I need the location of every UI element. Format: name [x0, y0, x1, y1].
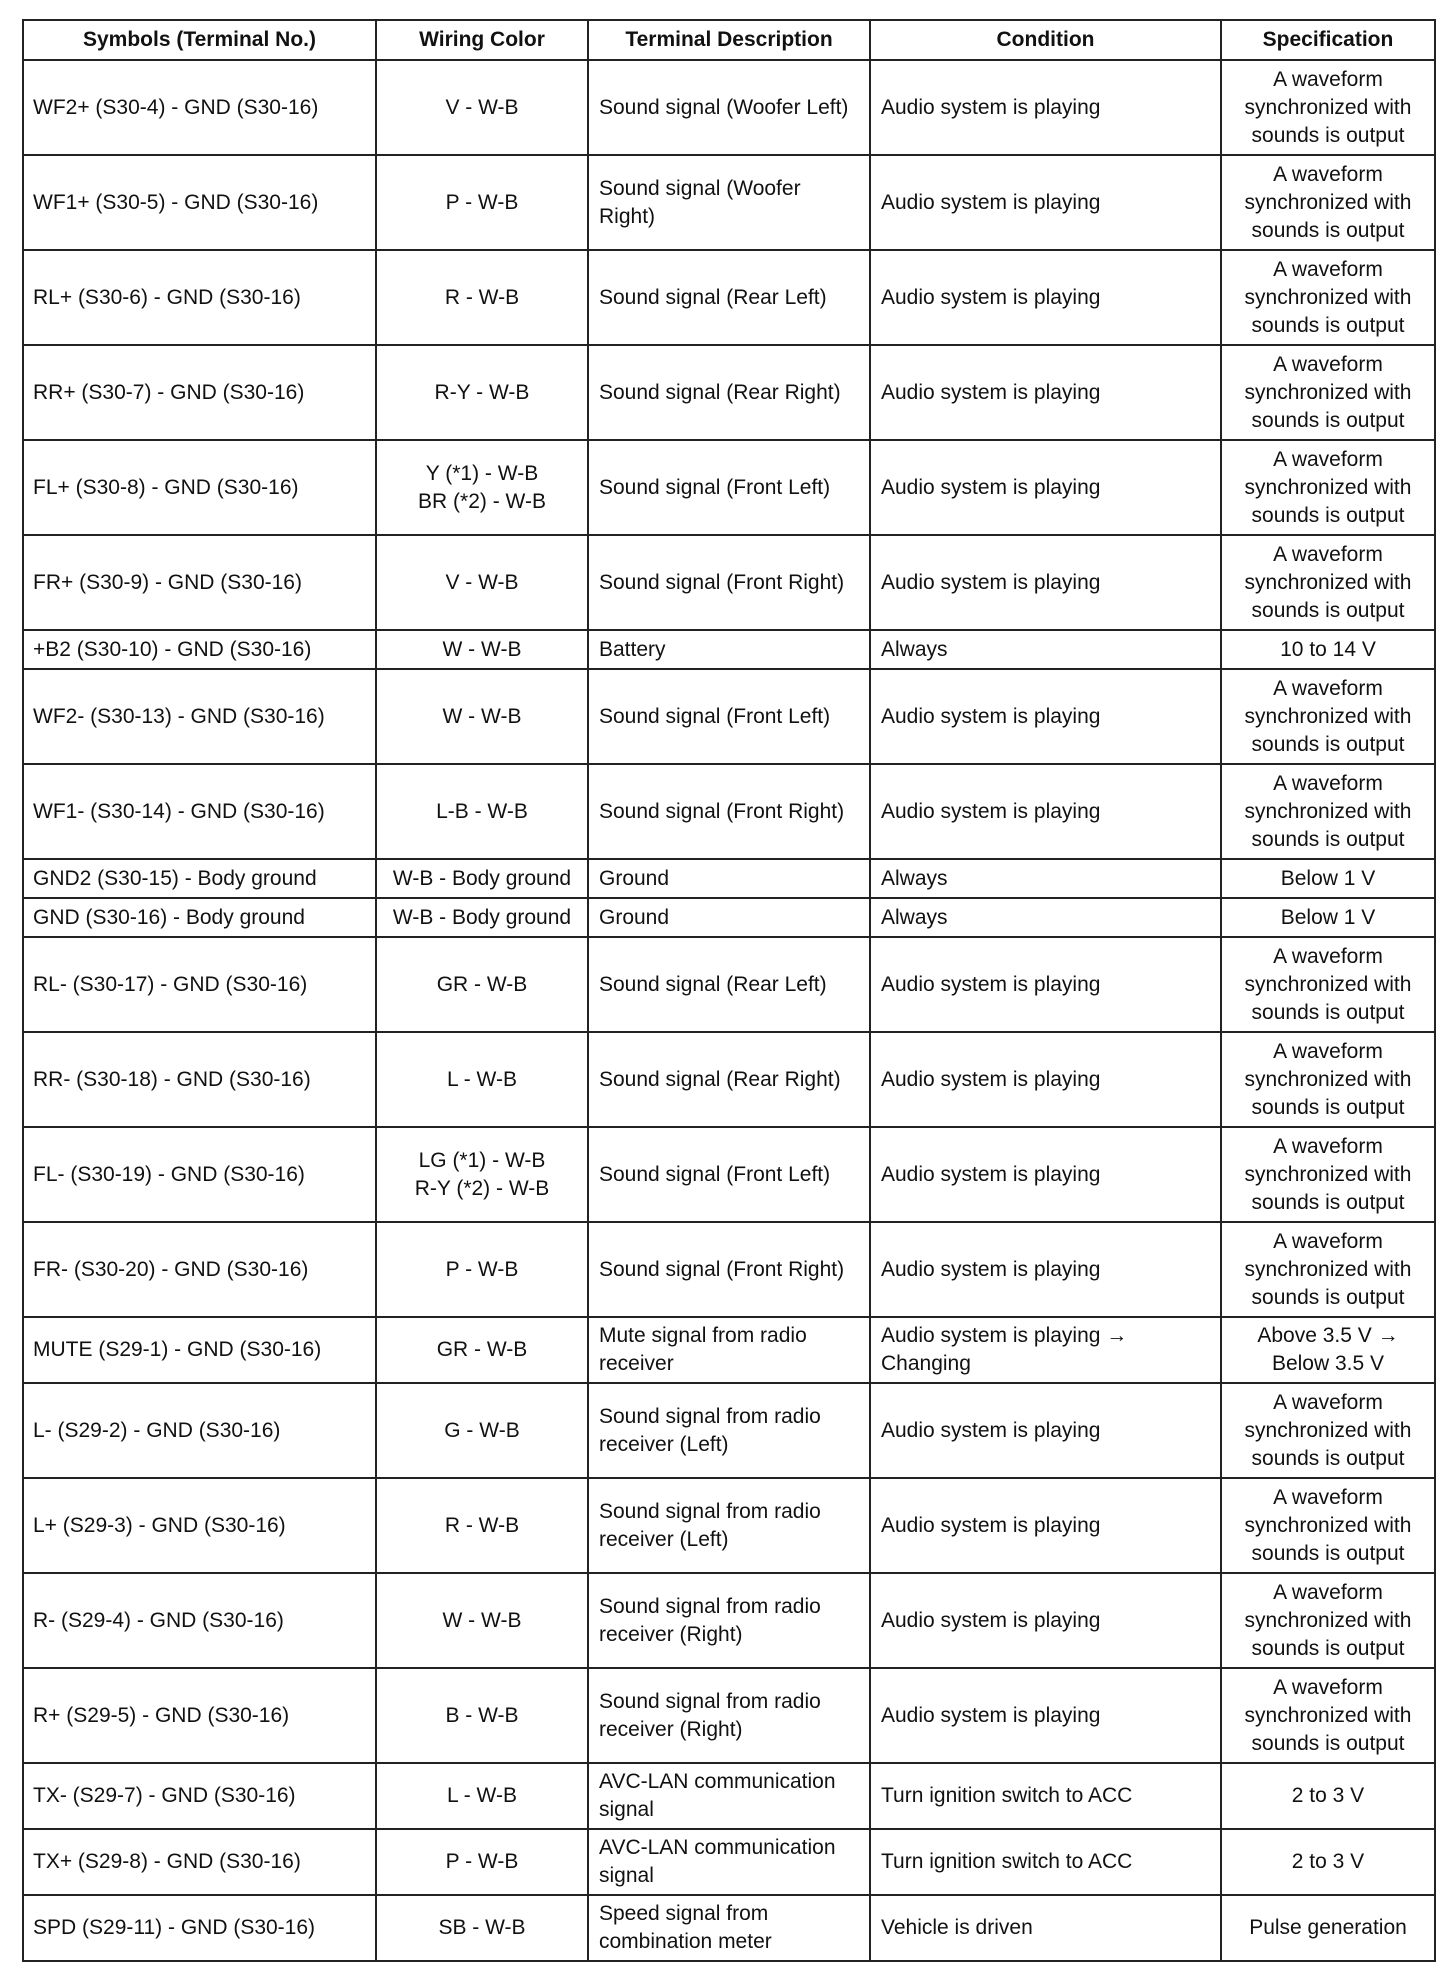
cell-wiring-color: V - W-B — [376, 535, 588, 630]
terminal-specification-table — [22, 19, 1436, 1962]
cell-symbol: TX- (S29-7) - GND (S30-16) — [23, 1763, 376, 1829]
cell-symbol: R- (S29-4) - GND (S30-16) — [23, 1573, 376, 1668]
cell-condition: Audio system is playing — [870, 1668, 1221, 1763]
table-row — [23, 1127, 1435, 1222]
cell-symbol: L+ (S29-3) - GND (S30-16) — [23, 1478, 376, 1573]
cell-specification: A waveform synchronized with sounds is output — [1221, 1573, 1435, 1668]
cell-terminal-description: Sound signal (Woofer Right) — [588, 155, 870, 250]
cell-wiring-color: Y (*1) - W-B BR (*2) - W-B — [376, 440, 588, 535]
table-row — [23, 535, 1435, 630]
cell-wiring-color: P - W-B — [376, 1222, 588, 1317]
cell-wiring-color: W - W-B — [376, 630, 588, 669]
cell-condition: Audio system is playing — [870, 1573, 1221, 1668]
column-header-wiring-color: Wiring Color — [376, 20, 588, 60]
cell-terminal-description: Sound signal (Front Left) — [588, 440, 870, 535]
cell-condition: Audio system is playing — [870, 937, 1221, 1032]
cell-symbol: RL- (S30-17) - GND (S30-16) — [23, 937, 376, 1032]
cell-terminal-description: Sound signal (Front Left) — [588, 1127, 870, 1222]
cell-specification: Below 1 V — [1221, 898, 1435, 937]
table-row — [23, 345, 1435, 440]
cell-condition: Audio system is playing — [870, 1478, 1221, 1573]
cell-terminal-description: Sound signal (Front Left) — [588, 669, 870, 764]
cell-specification: A waveform synchronized with sounds is output — [1221, 155, 1435, 250]
cell-condition: Audio system is playing — [870, 345, 1221, 440]
cell-condition: Audio system is playing — [870, 60, 1221, 155]
table-row — [23, 1895, 1435, 1961]
cell-condition: Audio system is playing — [870, 535, 1221, 630]
cell-symbol: FR- (S30-20) - GND (S30-16) — [23, 1222, 376, 1317]
cell-terminal-description: Sound signal from radio receiver (Right) — [588, 1668, 870, 1763]
cell-wiring-color: L-B - W-B — [376, 764, 588, 859]
table-row — [23, 898, 1435, 937]
cell-terminal-description: Mute signal from radio receiver — [588, 1317, 870, 1383]
cell-wiring-color: SB - W-B — [376, 1895, 588, 1961]
cell-symbol: RL+ (S30-6) - GND (S30-16) — [23, 250, 376, 345]
cell-specification: A waveform synchronized with sounds is output — [1221, 669, 1435, 764]
cell-wiring-color: L - W-B — [376, 1032, 588, 1127]
cell-condition: Audio system is playing — [870, 764, 1221, 859]
cell-symbol: L- (S29-2) - GND (S30-16) — [23, 1383, 376, 1478]
table-row — [23, 440, 1435, 535]
column-header-symbols: Symbols (Terminal No.) — [23, 20, 376, 60]
cell-symbol: WF2+ (S30-4) - GND (S30-16) — [23, 60, 376, 155]
cell-terminal-description: Sound signal from radio receiver (Right) — [588, 1573, 870, 1668]
table-row — [23, 1317, 1435, 1383]
table-row — [23, 764, 1435, 859]
cell-condition: Audio system is playing — [870, 155, 1221, 250]
cell-symbol: GND2 (S30-15) - Body ground — [23, 859, 376, 898]
cell-specification: A waveform synchronized with sounds is output — [1221, 535, 1435, 630]
cell-wiring-color: R-Y - W-B — [376, 345, 588, 440]
cell-condition: Audio system is playing — [870, 669, 1221, 764]
cell-specification: A waveform synchronized with sounds is output — [1221, 60, 1435, 155]
cell-symbol: FL- (S30-19) - GND (S30-16) — [23, 1127, 376, 1222]
cell-specification: A waveform synchronized with sounds is output — [1221, 1383, 1435, 1478]
cell-specification: A waveform synchronized with sounds is output — [1221, 345, 1435, 440]
cell-symbol: GND (S30-16) - Body ground — [23, 898, 376, 937]
cell-wiring-color: W - W-B — [376, 669, 588, 764]
cell-specification: 2 to 3 V — [1221, 1829, 1435, 1895]
cell-wiring-color: GR - W-B — [376, 1317, 588, 1383]
cell-symbol: RR+ (S30-7) - GND (S30-16) — [23, 345, 376, 440]
cell-symbol: WF1+ (S30-5) - GND (S30-16) — [23, 155, 376, 250]
table-row — [23, 1573, 1435, 1668]
table-row — [23, 937, 1435, 1032]
cell-terminal-description: Ground — [588, 859, 870, 898]
cell-condition: Always — [870, 859, 1221, 898]
cell-symbol: TX+ (S29-8) - GND (S30-16) — [23, 1829, 376, 1895]
cell-specification: A waveform synchronized with sounds is output — [1221, 440, 1435, 535]
cell-terminal-description: Sound signal (Rear Left) — [588, 250, 870, 345]
cell-terminal-description: Sound signal (Front Right) — [588, 764, 870, 859]
cell-specification: A waveform synchronized with sounds is output — [1221, 1127, 1435, 1222]
header-row — [23, 20, 1435, 60]
cell-wiring-color: R - W-B — [376, 1478, 588, 1573]
cell-symbol: +B2 (S30-10) - GND (S30-16) — [23, 630, 376, 669]
cell-symbol: RR- (S30-18) - GND (S30-16) — [23, 1032, 376, 1127]
cell-symbol: FL+ (S30-8) - GND (S30-16) — [23, 440, 376, 535]
cell-condition: Audio system is playing — [870, 440, 1221, 535]
cell-specification: A waveform synchronized with sounds is output — [1221, 1222, 1435, 1317]
table-row — [23, 250, 1435, 345]
cell-specification: A waveform synchronized with sounds is output — [1221, 250, 1435, 345]
cell-wiring-color: G - W-B — [376, 1383, 588, 1478]
cell-wiring-color: LG (*1) - W-B R-Y (*2) - W-B — [376, 1127, 588, 1222]
table-row — [23, 669, 1435, 764]
cell-wiring-color: P - W-B — [376, 155, 588, 250]
cell-terminal-description: Sound signal (Front Right) — [588, 1222, 870, 1317]
cell-wiring-color: P - W-B — [376, 1829, 588, 1895]
table-row — [23, 630, 1435, 669]
cell-wiring-color: W - W-B — [376, 1573, 588, 1668]
cell-symbol: WF2- (S30-13) - GND (S30-16) — [23, 669, 376, 764]
cell-wiring-color: V - W-B — [376, 60, 588, 155]
cell-terminal-description: Battery — [588, 630, 870, 669]
cell-condition: Audio system is playing — [870, 1127, 1221, 1222]
cell-condition: Vehicle is driven — [870, 1895, 1221, 1961]
table-row — [23, 1478, 1435, 1573]
table-row — [23, 1668, 1435, 1763]
cell-terminal-description: Ground — [588, 898, 870, 937]
table-row — [23, 1032, 1435, 1127]
cell-terminal-description: AVC-LAN communication signal — [588, 1829, 870, 1895]
cell-symbol: MUTE (S29-1) - GND (S30-16) — [23, 1317, 376, 1383]
cell-wiring-color: W-B - Body ground — [376, 859, 588, 898]
column-header-specification: Specification — [1221, 20, 1435, 60]
cell-specification: A waveform synchronized with sounds is output — [1221, 1032, 1435, 1127]
cell-condition: Audio system is playing — [870, 1032, 1221, 1127]
table-row — [23, 1383, 1435, 1478]
cell-terminal-description: Sound signal from radio receiver (Left) — [588, 1478, 870, 1573]
cell-terminal-description: Sound signal from radio receiver (Left) — [588, 1383, 870, 1478]
table-row — [23, 1829, 1435, 1895]
table-row — [23, 1222, 1435, 1317]
cell-specification: Pulse generation — [1221, 1895, 1435, 1961]
cell-symbol: FR+ (S30-9) - GND (S30-16) — [23, 535, 376, 630]
cell-wiring-color: R - W-B — [376, 250, 588, 345]
cell-condition: Audio system is playing — [870, 250, 1221, 345]
cell-symbol: SPD (S29-11) - GND (S30-16) — [23, 1895, 376, 1961]
cell-wiring-color: GR - W-B — [376, 937, 588, 1032]
cell-condition: Audio system is playing → Changing — [870, 1317, 1221, 1383]
cell-wiring-color: L - W-B — [376, 1763, 588, 1829]
cell-specification: Above 3.5 V → Below 3.5 V — [1221, 1317, 1435, 1383]
cell-specification: A waveform synchronized with sounds is output — [1221, 937, 1435, 1032]
cell-terminal-description: Sound signal (Rear Right) — [588, 345, 870, 440]
cell-condition: Turn ignition switch to ACC — [870, 1763, 1221, 1829]
column-header-terminal-description: Terminal Description — [588, 20, 870, 60]
cell-terminal-description: Speed signal from combination meter — [588, 1895, 870, 1961]
cell-terminal-description: Sound signal (Rear Right) — [588, 1032, 870, 1127]
cell-condition: Audio system is playing — [870, 1383, 1221, 1478]
cell-wiring-color: W-B - Body ground — [376, 898, 588, 937]
table-row — [23, 60, 1435, 155]
cell-specification: 10 to 14 V — [1221, 630, 1435, 669]
cell-terminal-description: Sound signal (Rear Left) — [588, 937, 870, 1032]
cell-specification: A waveform synchronized with sounds is output — [1221, 764, 1435, 859]
cell-wiring-color: B - W-B — [376, 1668, 588, 1763]
cell-condition: Always — [870, 898, 1221, 937]
cell-symbol: R+ (S29-5) - GND (S30-16) — [23, 1668, 376, 1763]
cell-terminal-description: Sound signal (Woofer Left) — [588, 60, 870, 155]
table-row — [23, 155, 1435, 250]
cell-specification: Below 1 V — [1221, 859, 1435, 898]
cell-terminal-description: AVC-LAN communication signal — [588, 1763, 870, 1829]
cell-condition: Audio system is playing — [870, 1222, 1221, 1317]
cell-condition: Always — [870, 630, 1221, 669]
cell-condition: Turn ignition switch to ACC — [870, 1829, 1221, 1895]
column-header-condition: Condition — [870, 20, 1221, 60]
cell-symbol: WF1- (S30-14) - GND (S30-16) — [23, 764, 376, 859]
cell-terminal-description: Sound signal (Front Right) — [588, 535, 870, 630]
table-row — [23, 1763, 1435, 1829]
table-row — [23, 859, 1435, 898]
cell-specification: A waveform synchronized with sounds is output — [1221, 1668, 1435, 1763]
cell-specification: 2 to 3 V — [1221, 1763, 1435, 1829]
cell-specification: A waveform synchronized with sounds is output — [1221, 1478, 1435, 1573]
